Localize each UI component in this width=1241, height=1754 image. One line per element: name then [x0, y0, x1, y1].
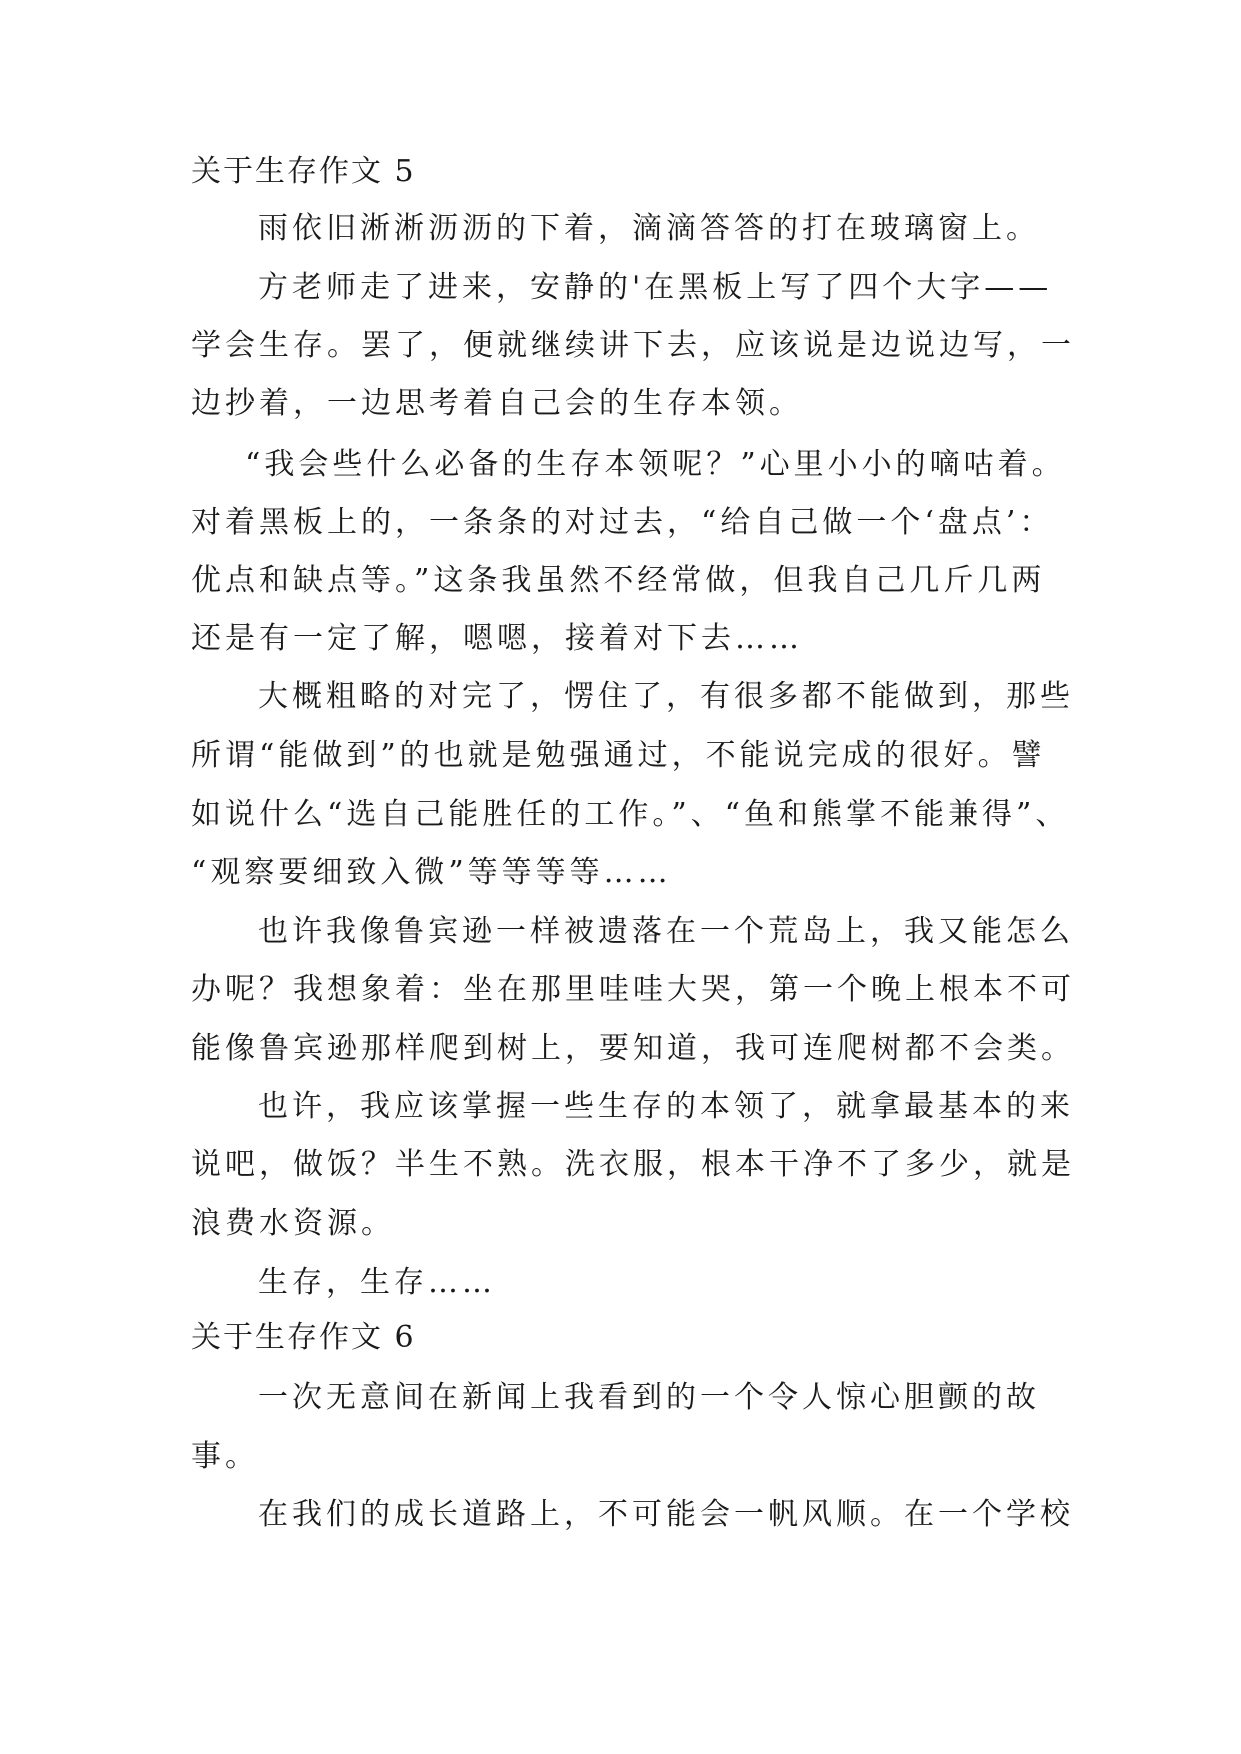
text-line: 事。 — [191, 1439, 259, 1474]
section-title: 关于生存作文 5 — [191, 154, 416, 189]
text-line: 优点和缺点等。”这条我虽然不经常做，但我自己几斤几两 — [191, 563, 1046, 598]
text-line: 说吧，做饭？半生不熟。洗衣服，根本干净不了多少，就是 — [191, 1147, 1075, 1182]
text-line: 所谓“能做到”的也就是勉强通过，不能说完成的很好。譬 — [191, 738, 1046, 773]
text-line: 边抄着，一边思考着自己会的生存本领。 — [191, 386, 803, 421]
text-line: 也许我像鲁宾逊一样被遗落在一个荒岛上，我又能怎么 — [258, 914, 1074, 949]
text-line: 浪费水资源。 — [191, 1206, 395, 1241]
text-line: 生存，生存…… — [258, 1265, 496, 1300]
section-title: 关于生存作文 6 — [191, 1320, 416, 1355]
text-line: 在我们的成长道路上，不可能会一帆风顺。在一个学校 — [258, 1497, 1074, 1532]
text-line: 方老师走了进来，安静的'在黑板上写了四个大字—— — [258, 270, 1053, 305]
text-line: “观察要细致入微”等等等等…… — [191, 855, 672, 890]
text-line: 办呢？我想象着：坐在那里哇哇大哭，第一个晚上根本不可 — [191, 972, 1075, 1007]
text-line: “我会些什么必备的生存本领呢？”心里小小的嘀咕着。 — [245, 447, 1066, 482]
text-line: 还是有一定了解，嗯嗯，接着对下去…… — [191, 621, 803, 656]
text-line: 一次无意间在新闻上我看到的一个令人惊心胆颤的故 — [258, 1380, 1040, 1415]
text-line: 能像鲁宾逊那样爬到树上，要知道，我可连爬树都不会类。 — [191, 1031, 1075, 1066]
text-line: 如说什么“选自己能胜任的工作。”、“鱼和熊掌不能兼得”、 — [191, 797, 1070, 832]
text-line: 也许，我应该掌握一些生存的本领了，就拿最基本的来 — [258, 1089, 1074, 1124]
text-line: 对着黑板上的，一条条的对过去，“给自己做一个‘盘点’： — [191, 505, 1054, 540]
text-line: 学会生存。罢了，便就继续讲下去，应该说是边说边写，一 — [191, 328, 1075, 363]
text-line: 大概粗略的对完了，愣住了，有很多都不能做到，那些 — [258, 679, 1074, 714]
text-line: 雨依旧淅淅沥沥的下着，滴滴答答的打在玻璃窗上。 — [258, 211, 1040, 246]
